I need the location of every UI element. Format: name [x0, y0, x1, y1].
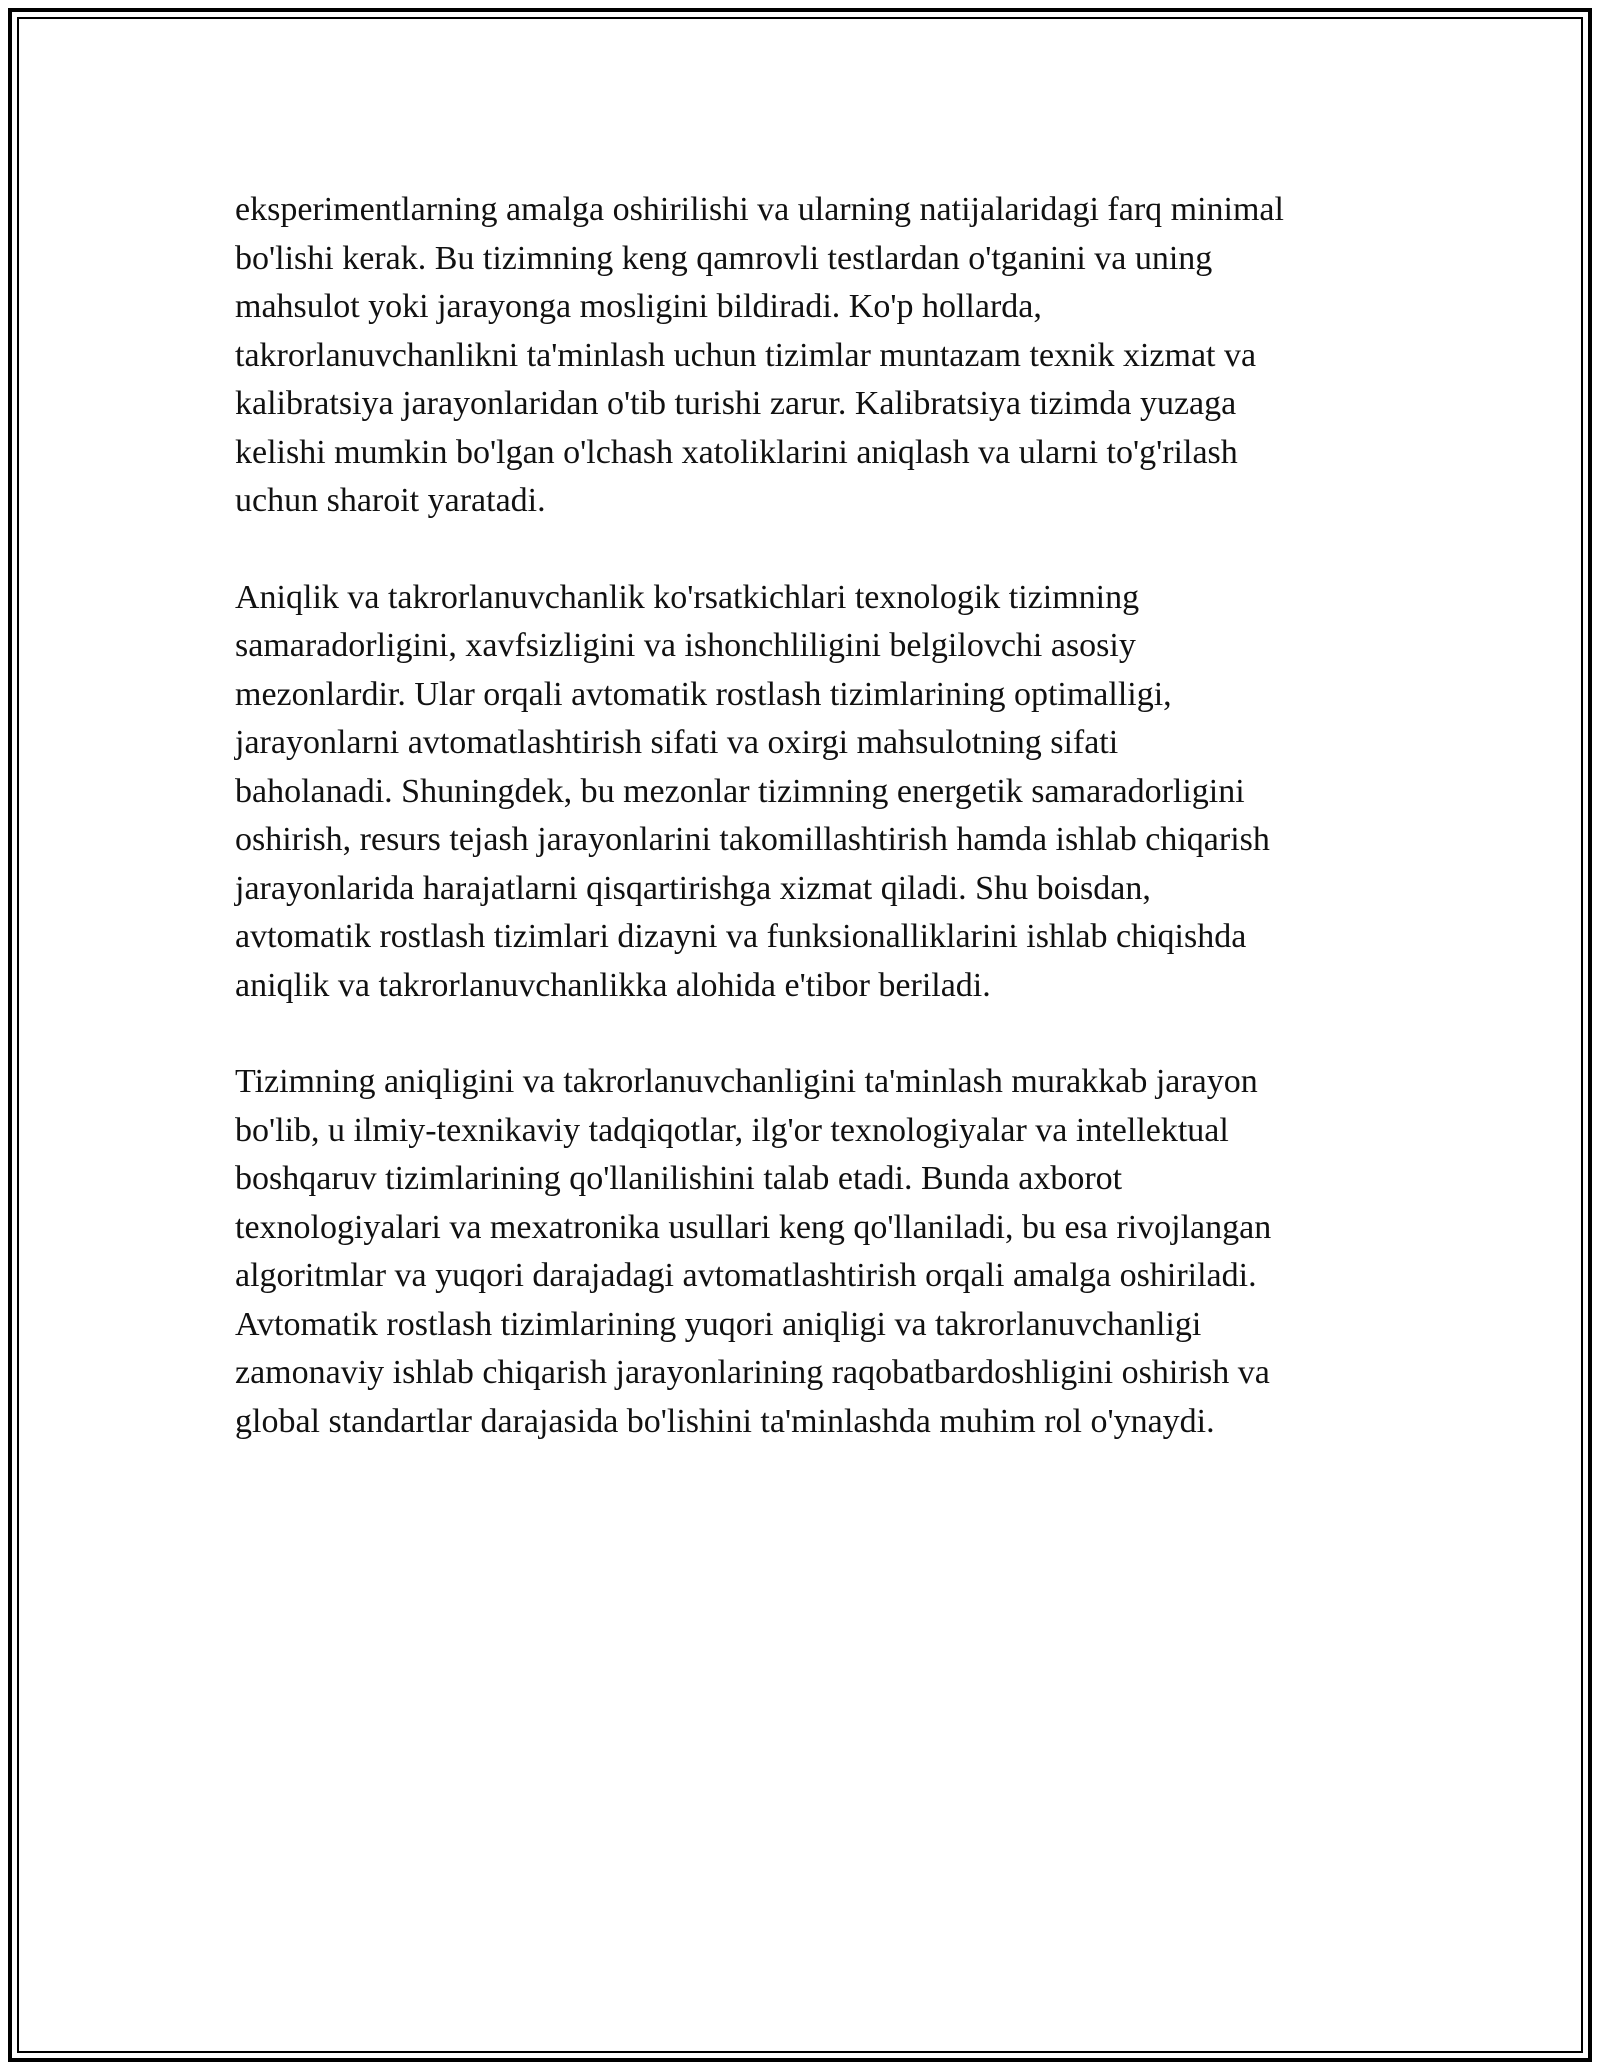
- text-line: zamonaviy ishlab chiqarish jarayonlarining raqobatbardoshligini oshirish va: [235, 1354, 1270, 1391]
- text-line: boshqaruv tizimlarining qo'llanilishini talab etadi. Bunda axborot: [235, 1160, 1123, 1197]
- text-line: jarayonlarida harajatlarni qisqartirishga xizmat qiladi. Shu boisdan,: [235, 869, 1151, 907]
- text-line: oshirish, resurs tejash jarayonlarini takomillashtirish hamda ishlab chiqarish: [235, 821, 1270, 858]
- text-line: jarayonlarni avtomatlashtirish sifati va oxirgi mahsulotning sifati: [235, 724, 1119, 761]
- text-line: aniqlik va takrorlanuvchanlikka alohida e'tibor beriladi.: [235, 966, 991, 1004]
- text-line: takrorlanuvchanlikni ta'minlash uchun tizimlar muntazam texnik xizmat va: [235, 336, 1257, 374]
- paragraph-3: [235, 1058, 1375, 1446]
- text-line: eksperimentlarning amalga oshirilishi va ularning natijalaridagi farq minimal: [235, 191, 1284, 228]
- paragraph-1: [235, 186, 1375, 526]
- text-line: Aniqlik va takrorlanuvchanlik ko'rsatkichlari texnologik tizimning: [235, 578, 1140, 616]
- text-line: algoritmlar va yuqori darajadagi avtomatlashtirish orqali amalga oshiriladi.: [235, 1257, 1257, 1294]
- text-line: baholanadi. Shuningdek, bu mezonlar tizimning energetik samaradorligini: [235, 772, 1245, 810]
- text-line: avtomatik rostlash tizimlari dizayni va funksionalliklarini ishlab chiqishda: [235, 918, 1247, 955]
- text-line: mahsulot yoki jarayonga mosligini bildiradi. Ko'p hollarda,: [235, 288, 1042, 325]
- text-line: mezonlardir. Ular orqali avtomatik rostlash tizimlarining optimalligi,: [235, 675, 1172, 713]
- text-line: bo'lishi kerak. Bu tizimning keng qamrovli testlardan o'tganini va uning: [235, 239, 1213, 277]
- text-line: Avtomatik rostlash tizimlarining yuqori aniqligi va takrorlanuvchanligi: [235, 1305, 1202, 1343]
- text-line: Tizimning aniqligini va takrorlanuvchanligini ta'minlash murakkab jarayon: [235, 1063, 1258, 1100]
- text-line: global standartlar darajasida bo'lishini ta'minlashda muhim rol o'ynaydi.: [235, 1402, 1215, 1440]
- text-line: bo'lib, u ilmiy-texnikaviy tadqiqotlar, ilg'or texnologiyalar va intellektual: [235, 1111, 1229, 1149]
- text-line: samaradorligini, xavfsizligini va ishonchliligini belgilovchi asosiy: [235, 627, 1136, 664]
- text-line: kelishi mumkin bo'lgan o'lchash xatoliklarini aniqlash va ularni to'g'rilash: [235, 433, 1238, 471]
- paragraph-2: [235, 574, 1375, 1011]
- document-body: [235, 186, 1375, 1494]
- text-line: kalibratsiya jarayonlaridan o'tib turishi zarur. Kalibratsiya tizimda yuzaga: [235, 385, 1237, 422]
- text-line: texnologiyalari va mexatronika usullari keng qo'llaniladi, bu esa rivojlangan: [235, 1208, 1272, 1246]
- text-line: uchun sharoit yaratadi.: [235, 482, 546, 519]
